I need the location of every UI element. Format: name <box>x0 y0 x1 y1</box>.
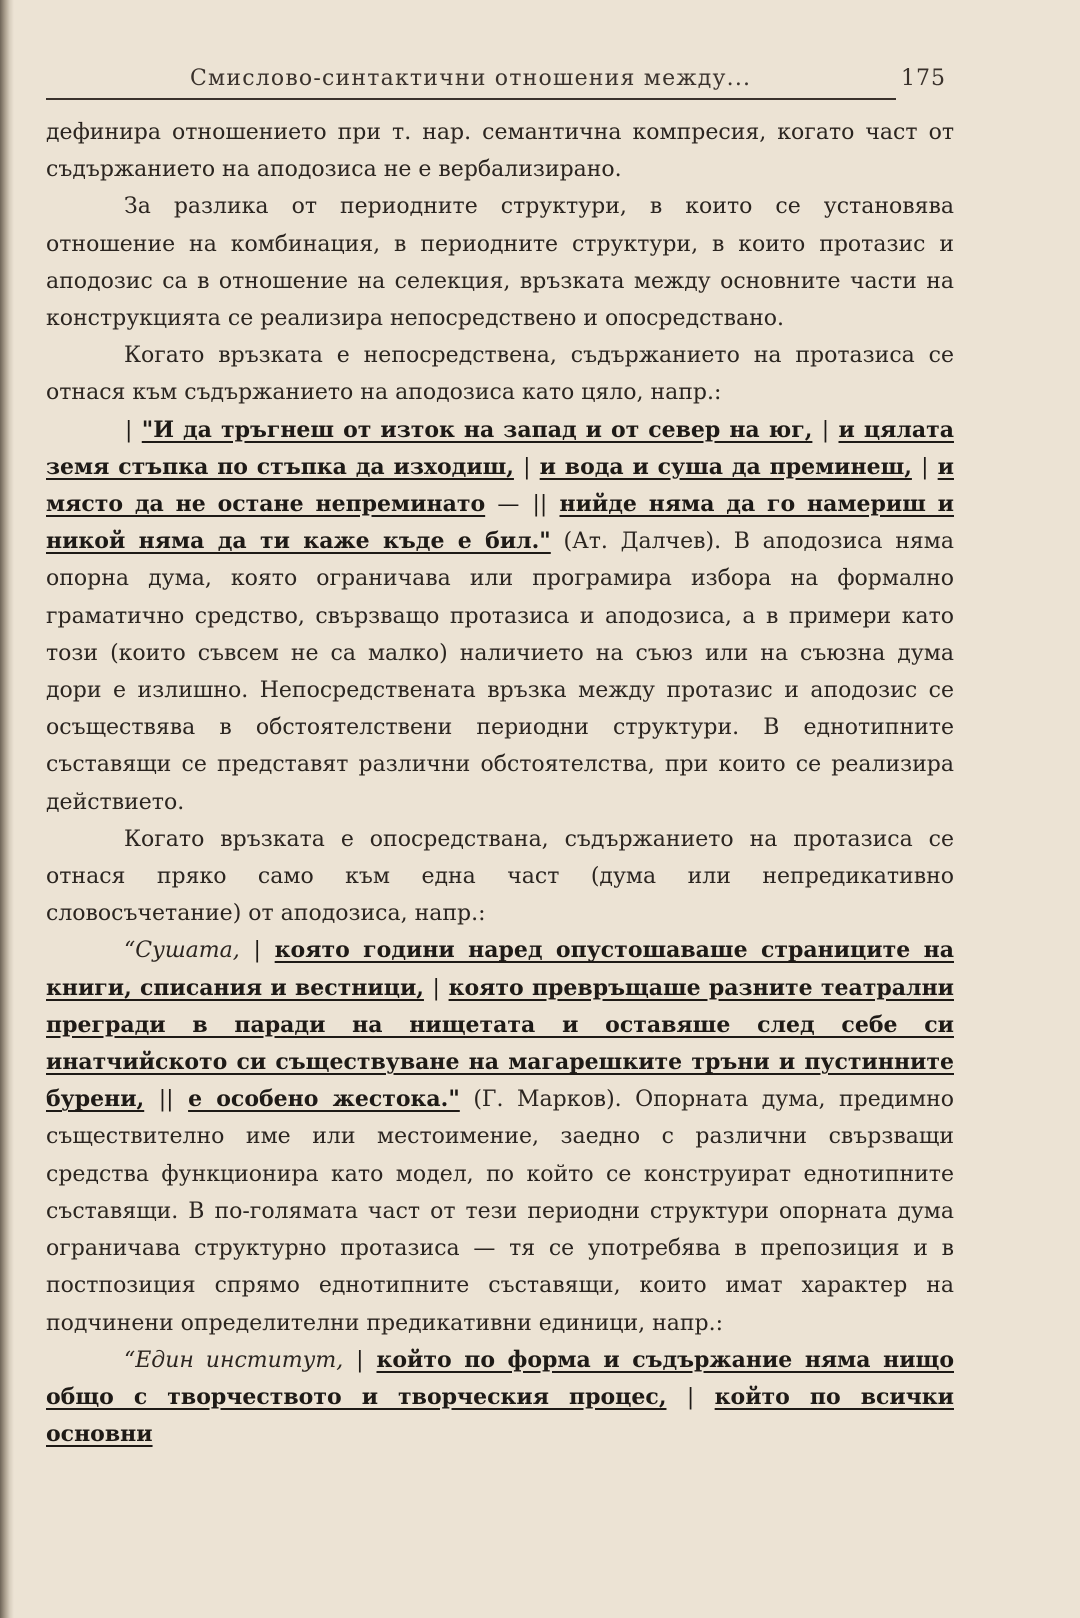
example-clause: и вода и суша да преминеш, <box>539 453 912 480</box>
example-clause: е особено жестока." <box>188 1086 460 1113</box>
body-text <box>46 114 954 1453</box>
page-number: 175 <box>901 66 946 91</box>
clause-separator: | <box>432 975 440 1001</box>
dash: — <box>497 492 520 518</box>
paragraph: Когато връзката е непосредствена, съдържанието на протазиса се отнася към съдържанието на аподозиса като цяло, напр.: <box>46 343 954 406</box>
example-clause: която години наред опустошаваше страниците на книги, списания и вестници, <box>46 937 954 1001</box>
main-separator: || <box>158 1087 174 1113</box>
example-clause: и място да не остане непреминато <box>46 453 954 518</box>
example-clause: нийде няма да го намериш и никой няма да ти каже къде е бил." <box>46 491 954 555</box>
clause-separator: | <box>921 454 929 480</box>
example-clause: който по форма и съдържание няма нищо общо с творчеството и творческия процес, <box>46 1346 954 1410</box>
running-title: Смислово-синтактични отношения между... <box>190 66 752 91</box>
clause-separator: | <box>125 417 133 443</box>
paragraph-tail: (Ат. Далчев). В аподозиса няма опорна дума, която ограничава или програмира избора на формално граматично средство, свързващо протазиса и аподозиса, а в примери като този (които съвсем не са малко) наличието на съюз или на съюзна дума дори е излишно. Непосредствената връзка между протазис и аподозис се осъществява в обстоятелствени периодни структури. В еднотипните съставящи се представят различни обстоятелства, при които се реализира действието. <box>46 529 955 815</box>
paragraph: За разлика от периодните структури, в които се установява отношение на комбинация, в периодните структури, в които протазис и аподозис са в отношение на селекция, връзката между основните части на конструкцията се реализира непосредствено и опосредствано. <box>46 194 954 332</box>
paragraph: дефинира отношението при т. нар. семантична компресия, когато част от съдържанието на аподозиса не е вербализирано. <box>46 120 954 183</box>
example-clause: която превръщаше разните театрални прегради в паради на нищетата и оставяше след себе си инатчийското си съществуване на магарешките тръни и пустинните бурени, <box>46 974 954 1113</box>
example-clause: "И да тръгнеш от изток на запад и от север на юг, <box>141 416 813 443</box>
book-page <box>46 58 954 1598</box>
clause-separator: | <box>356 1347 364 1373</box>
clause-separator: | <box>523 454 531 480</box>
paragraph: Когато връзката е опосредствана, съдържанието на протазиса се отнася пряко само към една част (дума или непредикативно словосъчетание) от аподозиса, напр.: <box>46 826 954 927</box>
clause-separator: | <box>686 1384 695 1410</box>
example-paragraph <box>46 412 954 821</box>
paragraph-tail: (Г. Марков). Опорната дума, предимно съществително име или местоимение, заедно с различни свързващи средства функционира като модел, по който се конструират еднотипните съставящи. В по-голямата част от тези периодни структури опорната дума ограничава структурно протазиса — тя се употребява в препозиция и в постпозиция спрямо еднотипните съставящи, които имат характер на подчинени определителни предикативни единици, напр.: <box>46 1087 954 1336</box>
example-clause: и цялата земя стъпка по стъпка да изходиш, <box>46 416 954 480</box>
example-paragraph <box>46 1342 954 1454</box>
example-lead-word: “Един институт, <box>124 1347 344 1373</box>
page-spine-shadow <box>0 0 14 1618</box>
example-paragraph <box>46 932 954 1341</box>
running-header <box>46 58 946 100</box>
main-separator: || <box>532 492 548 518</box>
example-lead-word: “Сушата, <box>124 938 240 964</box>
example-clause: който по всички основни <box>46 1383 954 1448</box>
clause-separator: | <box>253 938 261 964</box>
clause-separator: | <box>821 417 830 443</box>
